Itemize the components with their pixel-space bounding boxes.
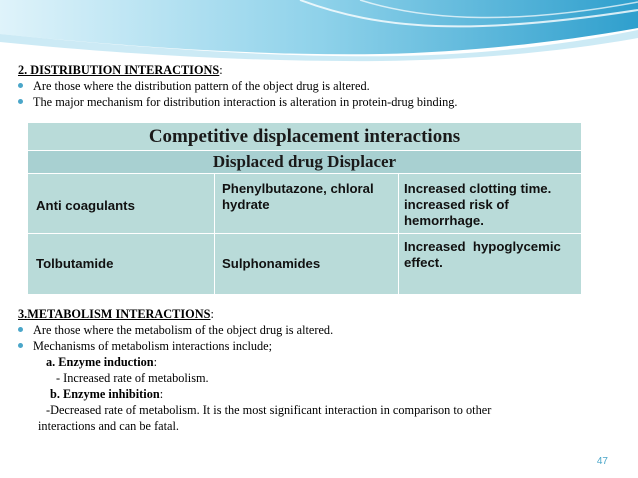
sub-b-detail-line-1: -Decreased rate of metabolism. It is the most significant interaction in comparison to other (46, 403, 492, 417)
sub-b-detail-line-2: interactions and can be fatal. (38, 419, 180, 433)
section2-heading-colon: : (219, 63, 223, 77)
table-cell-line: Phenylbutazone, chloral (222, 181, 374, 196)
table-column-divider (214, 173, 215, 294)
table-cell-line: Increased clotting time. (404, 181, 552, 196)
slide-content-lower (18, 306, 618, 434)
sub-a-heading: a. Enzyme induction (46, 355, 154, 369)
table-cell-effect-2 (404, 239, 561, 271)
section2-heading: 2. DISTRIBUTION INTERACTIONS (18, 63, 220, 77)
sub-a-detail: - Increased rate of metabolism. (56, 371, 209, 385)
table-cell-effect-1 (404, 181, 551, 229)
bullet-dot-icon (18, 99, 23, 104)
bullet-dot-icon (18, 83, 23, 88)
table-subtitle: Displaced drug Displacer (28, 150, 581, 173)
section2-bullet-1-text: Are those where the distribution pattern of the object drug is altered. (33, 79, 370, 93)
table-cell-line: Sulphonamides (222, 256, 321, 271)
table-cell-line: hydrate (222, 197, 270, 212)
section3-heading-line (18, 306, 618, 322)
sub-a-heading-line (18, 354, 618, 370)
table-cell-line: hemorrhage. (404, 213, 484, 228)
table-divider (28, 173, 581, 174)
table-cell-drug-1: Anti coagulants (36, 198, 135, 213)
displacement-table (28, 123, 581, 294)
section2-bullet-2 (18, 94, 618, 110)
bullet-dot-icon (18, 343, 23, 348)
section3-bullet-1-text: Are those where the metabolism of the object drug is altered. (33, 323, 334, 337)
section2-bullet-2-text: The major mechanism for distribution interaction is alteration in protein-drug binding. (33, 95, 458, 109)
section3-bullet-1 (18, 322, 618, 338)
table-divider (28, 233, 581, 234)
table-cell-line: Increased hypoglycemic (404, 239, 561, 254)
table-cell-drug-2: Tolbutamide (36, 256, 114, 271)
table-cell-displacer-2 (222, 256, 320, 272)
section3-bullet-2-text: Mechanisms of metabolism interactions include; (33, 339, 273, 353)
table-cell-displacer-1 (222, 181, 374, 213)
header-wave-banner (0, 0, 638, 62)
section2-heading-line (18, 62, 618, 78)
sub-b-colon: : (159, 387, 164, 401)
table-cell-line: increased risk of (404, 197, 509, 212)
bullet-dot-icon (18, 327, 23, 332)
sub-b-heading-line (18, 386, 618, 402)
section3-heading-colon: : (210, 307, 214, 321)
table-divider (28, 150, 581, 151)
page-number: 47 (596, 456, 608, 467)
section3-heading: 3.METABOLISM INTERACTIONS (18, 307, 211, 321)
slide-content (18, 62, 618, 110)
table-cell-line: effect. (404, 255, 443, 270)
sub-a-colon: : (153, 355, 158, 369)
table-column-divider (398, 173, 399, 294)
section2-bullet-1 (18, 78, 618, 94)
table-title: Competitive displacement interactions (148, 125, 461, 147)
sub-b-heading: b. Enzyme inhibition (50, 387, 160, 401)
section3-bullet-2 (18, 338, 618, 354)
